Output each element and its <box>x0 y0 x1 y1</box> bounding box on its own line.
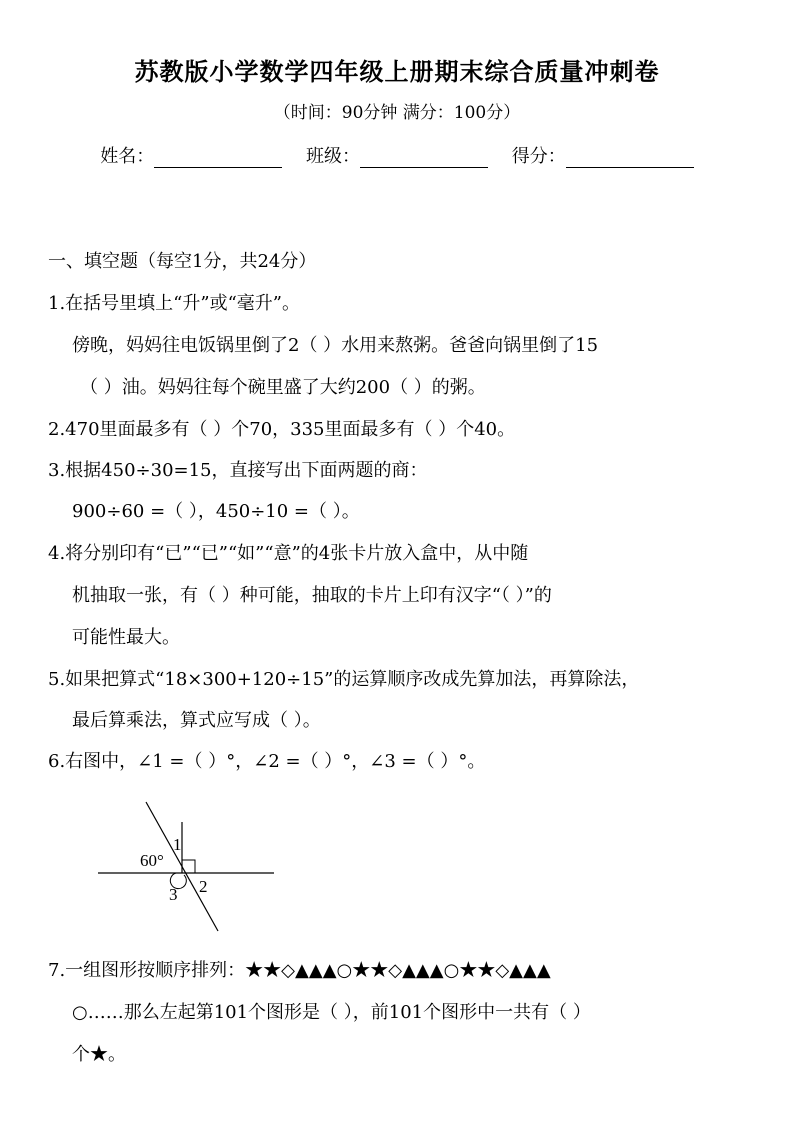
class-label: 班级： <box>306 146 360 167</box>
name-blank[interactable] <box>154 149 282 168</box>
class-blank[interactable] <box>360 149 488 168</box>
question-4-line-2: 机抽取一张，有（ ）种可能，抽取的卡片上印有汉字“（ ）”的 <box>72 585 552 606</box>
question-7-line-2: ○……那么左起第101个图形是（ ），前101个图形中一共有（ ） <box>72 1002 591 1023</box>
figure-label-60: 60° <box>140 851 164 870</box>
figure-label-2: 2 <box>199 877 208 896</box>
figure-label-1: 1 <box>173 835 182 854</box>
question-7-line-3: 个★。 <box>72 1044 126 1065</box>
question-2-line-1: 2.470里面最多有（ ）个70，335里面最多有（ ）个40。 <box>48 419 516 440</box>
question-5-line-1: 5.如果把算式“18×300+120÷15”的运算顺序改成先算加法，再算除法， <box>48 669 640 690</box>
question-3-line-1: 3.根据450÷30=15，直接写出下面两题的商： <box>48 460 428 481</box>
figure-label-3: 3 <box>169 885 178 904</box>
score-blank[interactable] <box>566 149 694 168</box>
question-7-line-1: 7.一组图形按顺序排列：★★◇▲▲▲○★★◇▲▲▲○★★◇▲▲▲ <box>48 960 551 981</box>
page-title: 苏教版小学数学四年级上册期末综合质量冲刺卷 <box>134 57 660 86</box>
question-3-line-2: 900÷60 =（ ），450÷10 =（ ）。 <box>72 501 360 522</box>
question-6-line-1: 6.右图中，∠1 =（ ）°，∠2 =（ ）°，∠3 =（ ）°。 <box>48 751 486 772</box>
question-1-line-3: （ ）油。妈妈往每个碗里盛了大约200（ ）的粥。 <box>80 377 486 398</box>
score-label: 得分： <box>511 146 566 167</box>
question-1-line-1: 1.在括号里填上“升”或“毫升”。 <box>48 293 300 314</box>
section-heading: 一、填空题（每空1分，共24分） <box>48 251 317 272</box>
question-1-line-2: 傍晚，妈妈往电饭锅里倒了2（ ）水用来熬粥。爸爸向锅里倒了15 <box>72 335 599 356</box>
question-4-line-1: 4.将分别印有“已”“已”“如”“意”的4张卡片放入盒中，从中随 <box>48 543 529 564</box>
student-info-row <box>0 142 794 168</box>
name-label: 姓名： <box>100 146 155 167</box>
question-5-line-2: 最后算乘法，算式应写成（ ）。 <box>72 710 321 731</box>
question-4-line-3: 可能性最大。 <box>72 627 180 648</box>
angle-figure <box>96 798 276 933</box>
exam-time-info: （时间：90分钟 满分：100分） <box>273 103 521 123</box>
